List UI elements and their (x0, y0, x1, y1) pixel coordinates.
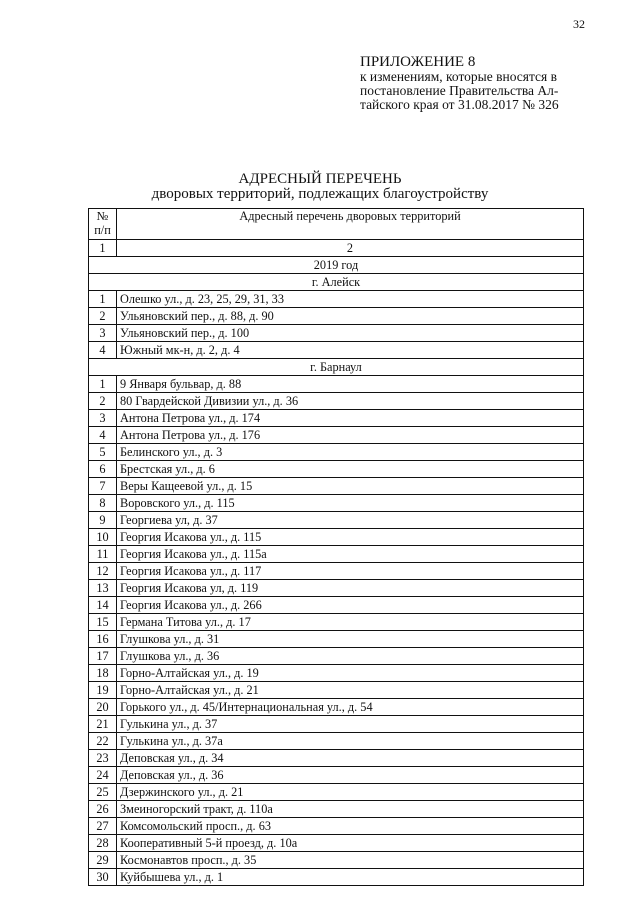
index-row (89, 240, 584, 257)
row-number-cell: 1 (89, 376, 117, 393)
page-number: 32 (573, 17, 585, 31)
table-row (89, 495, 584, 512)
row-address-cell: Германа Титова ул., д. 17 (117, 614, 584, 631)
table-row (89, 648, 584, 665)
table-row (89, 291, 584, 308)
year-row (89, 257, 584, 274)
row-number-cell: 10 (89, 529, 117, 546)
appendix-title: ПРИЛОЖЕНИЕ 8 (360, 54, 476, 70)
row-number-cell: 8 (89, 495, 117, 512)
row-address-cell: Гулькина ул., д. 37а (117, 733, 584, 750)
table-row (89, 733, 584, 750)
row-number-cell: 20 (89, 699, 117, 716)
table-row (89, 546, 584, 563)
row-number-cell: 17 (89, 648, 117, 665)
table-row (89, 835, 584, 852)
row-address-cell: Космонавтов просп., д. 35 (117, 852, 584, 869)
table-row (89, 631, 584, 648)
city-name-cell: г. Барнаул (89, 359, 584, 376)
row-address-cell: 9 Января бульвар, д. 88 (117, 376, 584, 393)
row-number-cell: 26 (89, 801, 117, 818)
row-number-cell: 2 (89, 393, 117, 410)
row-address-cell: Георгия Исакова ул., д. 115 (117, 529, 584, 546)
row-number-cell: 12 (89, 563, 117, 580)
row-address-cell: Куйбышева ул., д. 1 (117, 869, 584, 886)
header-number-cell (89, 209, 117, 240)
row-number-cell: 27 (89, 818, 117, 835)
row-address-cell: Дзержинского ул., д. 21 (117, 784, 584, 801)
row-number-cell: 2 (89, 308, 117, 325)
row-number-cell: 21 (89, 716, 117, 733)
row-address-cell: Кооперативный 5-й проезд, д. 10а (117, 835, 584, 852)
index-number-cell: 1 (89, 240, 117, 257)
row-address-cell: Веры Кащеевой ул., д. 15 (117, 478, 584, 495)
row-address-cell: Георгия Исакова ул, д. 119 (117, 580, 584, 597)
row-number-cell: 7 (89, 478, 117, 495)
row-address-cell: Воровского ул., д. 115 (117, 495, 584, 512)
row-number-cell: 14 (89, 597, 117, 614)
table-row (89, 512, 584, 529)
row-address-cell: Деповская ул., д. 36 (117, 767, 584, 784)
table-row (89, 393, 584, 410)
row-address-cell: Ульяновский пер., д. 88, д. 90 (117, 308, 584, 325)
row-number-cell: 13 (89, 580, 117, 597)
city-name-cell: г. Алейск (89, 274, 584, 291)
table-row (89, 818, 584, 835)
row-address-cell: Ульяновский пер., д. 100 (117, 325, 584, 342)
row-number-cell: 28 (89, 835, 117, 852)
header-address-cell: Адресный перечень дворовых территорий (117, 209, 584, 240)
table-row (89, 325, 584, 342)
table-row (89, 767, 584, 784)
year-cell: 2019 год (89, 257, 584, 274)
appendix-block (360, 54, 610, 112)
address-table (88, 208, 584, 886)
header-number-line2: п/п (94, 223, 111, 237)
document-heading (60, 172, 580, 202)
row-address-cell: Олешко ул., д. 23, 25, 29, 31, 33 (117, 291, 584, 308)
row-address-cell: Белинского ул., д. 3 (117, 444, 584, 461)
row-address-cell: Георгия Исакова ул., д. 266 (117, 597, 584, 614)
row-number-cell: 30 (89, 869, 117, 886)
city-row (89, 359, 584, 376)
row-address-cell: Гулькина ул., д. 37 (117, 716, 584, 733)
row-number-cell: 23 (89, 750, 117, 767)
row-number-cell: 6 (89, 461, 117, 478)
row-address-cell: 80 Гвардейской Дивизии ул., д. 36 (117, 393, 584, 410)
row-number-cell: 4 (89, 427, 117, 444)
table-row (89, 801, 584, 818)
table-row (89, 427, 584, 444)
table-row (89, 784, 584, 801)
table-row (89, 410, 584, 427)
row-number-cell: 19 (89, 682, 117, 699)
table-row (89, 614, 584, 631)
row-number-cell: 18 (89, 665, 117, 682)
row-number-cell: 24 (89, 767, 117, 784)
row-number-cell: 3 (89, 325, 117, 342)
table-row (89, 444, 584, 461)
header-number-line1: № (96, 209, 109, 223)
table-row (89, 580, 584, 597)
row-address-cell: Южный мк-н, д. 2, д. 4 (117, 342, 584, 359)
row-address-cell: Глушкова ул., д. 31 (117, 631, 584, 648)
table-row (89, 597, 584, 614)
table-header-row (89, 209, 584, 240)
row-number-cell: 16 (89, 631, 117, 648)
table-row (89, 699, 584, 716)
table-row (89, 852, 584, 869)
row-address-cell: Горно-Алтайская ул., д. 21 (117, 682, 584, 699)
table-row (89, 716, 584, 733)
row-number-cell: 25 (89, 784, 117, 801)
row-number-cell: 4 (89, 342, 117, 359)
row-address-cell: Георгия Исакова ул., д. 117 (117, 563, 584, 580)
table-row (89, 563, 584, 580)
table-row (89, 750, 584, 767)
table-row (89, 665, 584, 682)
row-address-cell: Змеиногорский тракт, д. 110а (117, 801, 584, 818)
table-row (89, 461, 584, 478)
row-number-cell: 22 (89, 733, 117, 750)
row-address-cell: Брестская ул., д. 6 (117, 461, 584, 478)
table-row (89, 869, 584, 886)
heading-title: АДРЕСНЫЙ ПЕРЕЧЕНЬ (238, 171, 402, 187)
row-number-cell: 11 (89, 546, 117, 563)
table-row (89, 478, 584, 495)
row-number-cell: 9 (89, 512, 117, 529)
row-address-cell: Антона Петрова ул., д. 176 (117, 427, 584, 444)
appendix-line-1: к изменениям, которые вносятся в (360, 69, 558, 84)
table-row (89, 308, 584, 325)
table-row (89, 529, 584, 546)
row-address-cell: Комсомольский просп., д. 63 (117, 818, 584, 835)
row-address-cell: Деповская ул., д. 34 (117, 750, 584, 767)
row-address-cell: Антона Петрова ул., д. 174 (117, 410, 584, 427)
table-row (89, 376, 584, 393)
row-number-cell: 3 (89, 410, 117, 427)
appendix-line-3: тайского края от 31.08.2017 № 326 (360, 97, 559, 112)
row-number-cell: 15 (89, 614, 117, 631)
row-address-cell: Горького ул., д. 45/Интернациональная ул., д. 54 (117, 699, 584, 716)
row-number-cell: 29 (89, 852, 117, 869)
index-address-cell: 2 (117, 240, 584, 257)
city-row (89, 274, 584, 291)
row-number-cell: 5 (89, 444, 117, 461)
row-address-cell: Георгия Исакова ул., д. 115а (117, 546, 584, 563)
row-address-cell: Горно-Алтайская ул., д. 19 (117, 665, 584, 682)
table-row (89, 342, 584, 359)
appendix-line-2: постановление Правительства Ал- (360, 83, 559, 98)
row-number-cell: 1 (89, 291, 117, 308)
heading-subtitle: дворовых территорий, подлежащих благоустройству (151, 186, 489, 202)
table-row (89, 682, 584, 699)
row-address-cell: Георгиева ул, д. 37 (117, 512, 584, 529)
row-address-cell: Глушкова ул., д. 36 (117, 648, 584, 665)
